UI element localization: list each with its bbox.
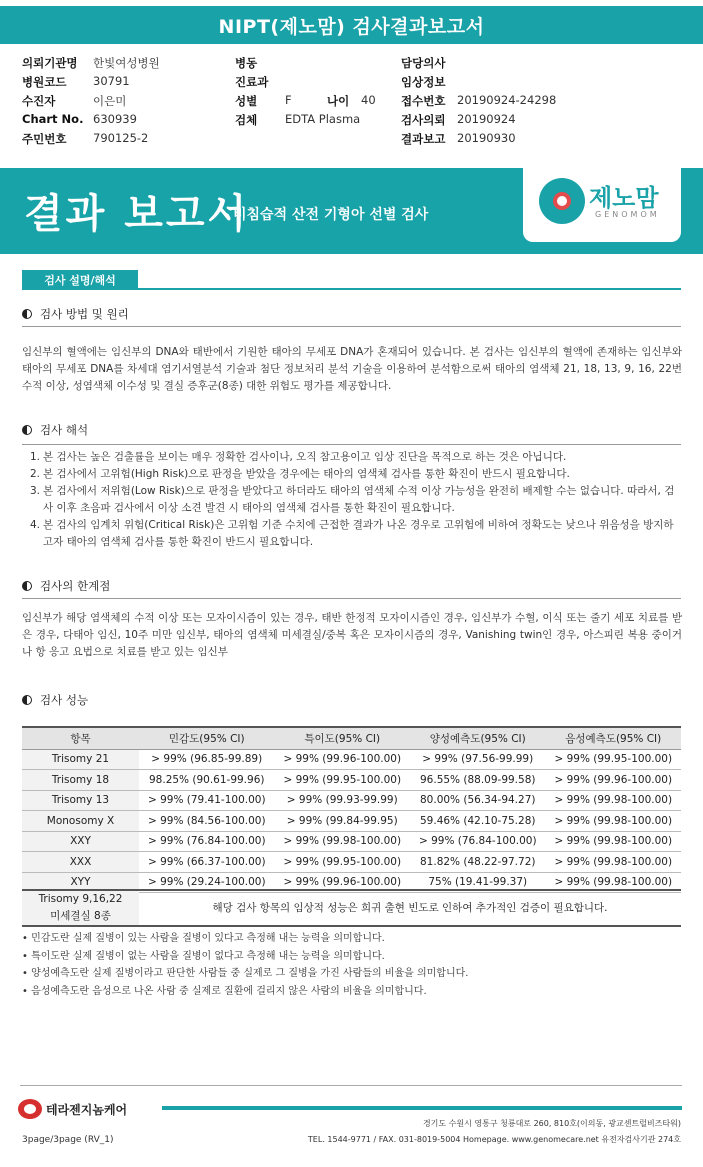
company-logo [18, 1099, 127, 1119]
report-date-label: 결과보고 [401, 132, 446, 146]
hospital-code-label: 병원코드 [22, 75, 67, 89]
hospital-code-value: 30791 [93, 74, 130, 88]
institution-label: 의뢰기관명 [22, 56, 78, 70]
table-row: XXY > 99% (76.84-100.00) > 99% (99.98-100.00) > 99% (76.84-100.00) > 99% (99.98-100.00) [22, 831, 681, 852]
list-item: 3. 본 검사에서 저위험(Low Risk)으로 판정을 받았다고 하더라도 태아의 염색체 수적 이상 가능성을 완전히 배제할 수는 없습니다. 따라서, 검사 이후 초음파 검사에서 이상 소견 발견 시 태아의 염색체 검사를 통한 확진이 필요합니다. [30, 485, 675, 514]
col-ppv: 양성예측도(95% CI) [410, 727, 546, 749]
section-tab: 검사 설명/해석 [22, 270, 138, 289]
footer-divider [20, 1085, 682, 1086]
microdeletion-label: 미세결실 8종 [50, 910, 111, 922]
note-item: • 양성예측도란 실제 질병이라고 판단한 사람들 중 실제로 그 질병을 가진 사람들의 비율을 의미합니다. [22, 968, 469, 979]
half-circle-icon [22, 309, 32, 319]
table-row: Trisomy 21 > 99% (96.85-99.89) > 99% (99.96-100.00) > 99% (97.56-99.99) > 99% (99.95-100.00) [22, 749, 681, 770]
table-row: Trisomy 18 98.25% (90.61-99.96) > 99% (99.95-100.00) 96.55% (88.09-99.58) > 99% (99.96-100.00) [22, 770, 681, 791]
divider [22, 444, 681, 445]
receipt-no-value: 20190924-24298 [457, 93, 557, 107]
note-item: • 음성예측도란 음성으로 나온 사람 중 실제로 질환에 걸리지 않은 사람의 비율을 의미합니다. [22, 985, 427, 997]
logo-subtext: GENOMOM [595, 210, 660, 219]
chart-no-label: Chart No. [22, 112, 84, 126]
list-item: 2. 본 검사에서 고위험(High Risk)으로 판정을 받았을 경우에는 태아의 염색체 검사를 통한 확진이 반드시 필요합니다. [30, 468, 570, 480]
report-date-value: 20190930 [457, 131, 516, 145]
sex-value: F [285, 93, 292, 107]
half-circle-icon [22, 581, 32, 591]
col-npv: 음성예측도(95% CI) [546, 727, 682, 749]
logo-text: 제노맘 [589, 184, 659, 212]
performance-heading-text: 검사 성능 [40, 693, 89, 707]
list-item: 4. 본 검사의 임계치 위험(Critical Risk)은 고위험 기준 수치에 근접한 결과가 나온 경우로 고위험에 비하여 정확도는 낮으나 위음성을 방지하고자 태아의 염색체 검사를 통한 확진이 반드시 필요합니다. [30, 519, 674, 548]
doctor-label: 담당의사 [401, 56, 446, 70]
limits-heading [22, 578, 110, 594]
extra-row-message: 해당 검사 항목의 임상적 성능은 희귀 출현 빈도로 인하여 추가적인 검증이 필요합니다. [212, 902, 608, 914]
request-date-label: 검사의뢰 [401, 113, 446, 127]
interpretation-heading [22, 422, 88, 438]
specimen-value: EDTA Plasma [285, 112, 361, 126]
receipt-no-label: 접수번호 [401, 94, 446, 108]
list-item: 1. 본 검사는 높은 검출률을 보이는 매우 정확한 검사이나, 오직 참고용이고 임상 진단을 목적으로 하는 것은 아닙니다. [30, 451, 567, 463]
definition-notes [22, 930, 682, 1000]
page-number: 3page/3page (RV_1) [22, 1135, 114, 1145]
specimen-label: 검체 [235, 113, 258, 127]
col-specificity: 특이도(95% CI) [275, 727, 411, 749]
banner-subtitle: 비침습적 산전 기형아 선별 검사 [233, 207, 429, 223]
company-contact: TEL. 1544-9771 / FAX. 031-8019-5004 Homepage. www.genomecare.net 유전자검사기관 274호 [307, 1135, 681, 1144]
company-name: 테라젠지놈케어 [46, 1102, 128, 1117]
half-circle-icon [22, 425, 32, 435]
chart-no-value: 630939 [93, 112, 137, 126]
age-label: 나이 [327, 94, 350, 108]
method-heading-text: 검사 방법 및 원리 [40, 307, 129, 321]
report-title: NIPT(제노맘) 검사결과보고서 [0, 6, 703, 44]
table-header-row [22, 727, 681, 749]
note-item: • 특이도란 실제 질병이 없는 사람을 질병이 없다고 측정해 내는 능력을 의미합니다. [22, 950, 385, 962]
department-label: 진료과 [235, 75, 269, 89]
resident-no-value: 790125-2 [93, 131, 149, 145]
request-date-value: 20190924 [457, 112, 516, 126]
limits-text: 임신부가 해당 염색체의 수적 이상 또는 모자이시즘이 있는 경우, 태반 한정적 모자이시즘인 경우, 임신부가 수혈, 이식 또는 줄기 세포 치료를 받은 경우, 다태아 임신, 10주 미만 임신부, 태아의 염색체 미세결실/중복 혹은 모자이시즘의 경우, Vanishing twin인 경우, 아스피린 복용 중이거나 항 응고 요법으로 치료를 받고 있는 임신부 [22, 612, 682, 658]
footer-accent-bar [162, 1106, 682, 1110]
genomom-logo-icon [539, 178, 585, 224]
recipient-label: 수진자 [22, 94, 56, 108]
sex-label: 성별 [235, 94, 258, 108]
company-address: 경기도 수원시 영통구 청룡대로 260, 810호(이의동, 광교센트럴비즈타워) [422, 1119, 681, 1128]
table-row: XXX > 99% (66.37-100.00) > 99% (99.95-100.00) 81.82% (48.22-97.72) > 99% (99.98-100.00) [22, 852, 681, 873]
divider [22, 326, 681, 327]
interpretation-heading-text: 검사 해석 [40, 423, 89, 437]
genomom-logo [523, 168, 681, 242]
trisomy-9-16-22-label: Trisomy 9,16,22 [38, 893, 123, 905]
note-item: • 민감도란 실제 질병이 있는 사람을 질병이 있다고 측정해 내는 능력을 의미합니다. [22, 933, 385, 944]
ward-label: 병동 [235, 56, 258, 70]
performance-table [22, 726, 681, 893]
col-sensitivity: 민감도(95% CI) [139, 727, 275, 749]
section-divider [22, 288, 681, 290]
extra-row-labels [22, 891, 139, 925]
patient-info [22, 55, 682, 150]
half-circle-icon [22, 695, 32, 705]
table-row: Monosomy X > 99% (84.56-100.00) > 99% (99.84-99.95) 59.46% (42.10-75.28) > 99% (99.98-100.00) [22, 811, 681, 832]
banner-title: 결과 보고서 [24, 191, 250, 237]
limits-heading-text: 검사의 한계점 [40, 579, 111, 593]
extra-performance-row [22, 889, 681, 927]
clinical-info-label: 임상정보 [401, 75, 446, 89]
age-value: 40 [361, 93, 376, 107]
col-item: 항목 [22, 727, 139, 749]
institution-value: 한빛여성병원 [93, 56, 160, 70]
method-text: 임신부의 혈액에는 임신부의 DNA와 태반에서 기원한 태아의 무세포 DNA가 혼재되어 있습니다. 본 검사는 임신부의 혈액에 존재하는 임신부와 태아의 무세포 DNA를 차세대 염기서열분석 기술과 첨단 정보처리 분석 기술을 이용하여 분석함으로써 태아의 염색체 21, 18, 13, 9, 16, 22번 수적 이상, 성염색체 이수성 및 결실 증후군(8종) 대한 위험도 평가를 제공합니다. [22, 346, 682, 392]
company-logo-icon [18, 1099, 42, 1119]
table-row: Trisomy 13 > 99% (79.41-100.00) > 99% (99.93-99.99) 80.00% (56.34-94.27) > 99% (99.98-100.00) [22, 790, 681, 811]
recipient-value: 이은미 [93, 94, 127, 108]
performance-heading [22, 692, 88, 708]
resident-no-label: 주민번호 [22, 132, 67, 146]
method-heading [22, 306, 129, 322]
interpretation-list [30, 449, 680, 551]
table-row: XYY > 99% (29.24-100.00) > 99% (99.96-100.00) 75% (19.41-99.37) > 99% (99.98-100.00) [22, 872, 681, 893]
divider [22, 598, 681, 599]
